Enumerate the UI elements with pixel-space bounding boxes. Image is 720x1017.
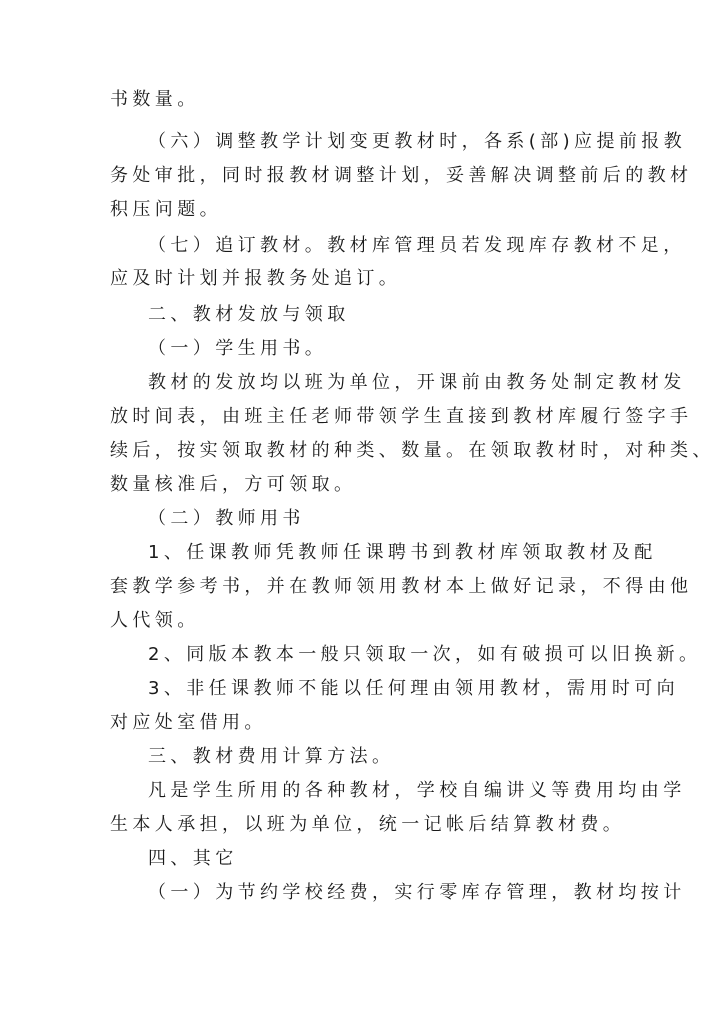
text-line: 套教学参考书，并在教师领用教材本上做好记录，不得由他 <box>110 576 693 597</box>
section-heading: 二、教材发放与领取 <box>148 304 350 325</box>
section-heading: 三、教材费用计算方法。 <box>148 746 395 767</box>
text-line: 应及时计划并报教务处追订。 <box>110 268 402 289</box>
text-line: 续后，按实领取教材的种类、数量。在领取教材时，对种类、 <box>110 440 715 461</box>
text-line: 教材的发放均以班为单位，开课前由教务处制定教材发 <box>148 372 686 393</box>
text-line: 对应处室借用。 <box>110 712 267 733</box>
subsection-heading: （一）学生用书。 <box>148 338 328 359</box>
text-line: 人代领。 <box>110 610 200 631</box>
text-line: 放时间表，由班主任老师带领学生直接到教材库履行签字手 <box>110 406 693 427</box>
subsection-heading: （二）教师用书 <box>148 508 305 529</box>
text-line: 3、非任课教师不能以任何理由领用教材，需用时可向 <box>148 678 680 699</box>
text-line: 务处审批，同时报教材调整计划，妥善解决调整前后的教材 <box>110 165 693 186</box>
section-heading: 四、其它 <box>148 848 238 869</box>
text-line: 1、任课教师凭教师任课聘书到教材库领取教材及配 <box>148 542 657 563</box>
text-line: 生本人承担，以班为单位，统一记帐后结算教材费。 <box>110 814 626 835</box>
text-line: （七）追订教材。教材库管理员若发现库存教材不足， <box>148 235 686 256</box>
text-line: 2、同版本教本一般只领取一次，如有破损可以旧换新。 <box>148 644 702 665</box>
text-line: 数量核准后，方可领取。 <box>110 474 357 495</box>
text-line: 积压问题。 <box>110 199 222 220</box>
text-line: （一）为节约学校经费，实行零库存管理，教材均按计 <box>148 882 686 903</box>
text-line: 凡是学生所用的各种教材，学校自编讲义等费用均由学 <box>148 780 686 801</box>
text-line: （六）调整教学计划变更教材时，各系(部)应提前报教 <box>148 131 687 152</box>
text-line: 书数量。 <box>110 89 200 110</box>
